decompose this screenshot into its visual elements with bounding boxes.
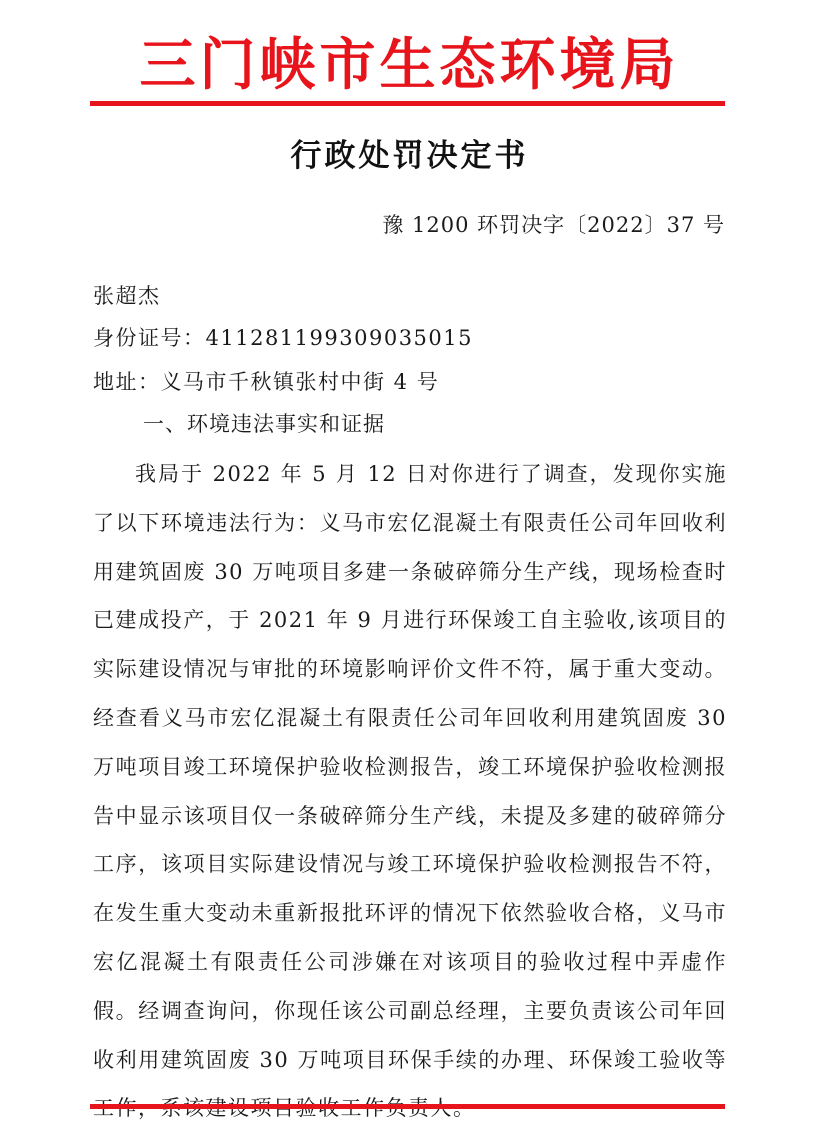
document-number: 豫 1200 环罚决字〔2022〕37 号 — [382, 213, 725, 237]
agency-header-title: 三门峡市生态环境局 — [139, 32, 680, 98]
party-id-number: 身份证号：411281199309035015 — [93, 326, 473, 350]
footer-red-rule — [90, 1104, 725, 1109]
party-name: 张超杰 — [93, 284, 161, 308]
header-red-rule — [90, 101, 725, 106]
section-heading-violation-facts: 一、环境违法事实和证据 — [143, 412, 385, 436]
document-title: 行政处罚决定书 — [290, 138, 529, 174]
violation-facts-paragraph: 我局于 2022 年 5 月 12 日对你进行了调查，发现你实施了以下环境违法行为：义马市宏亿混凝土有限责任公司年回收利用建筑固废 30 万吨项目多建一条破碎筛分生产线，现场检查时已建成投产，于 2021 年 9 月进行环保竣工自主验收,该项目的实际建设情况与审批的环境影响评价文件不符，属于重大变动。经查看义马市宏亿混凝土有限责任公司年回收利用建筑固废 30 万吨项目竣工环境保护验收检测报告，竣工环境保护验收检测报告中显示该项目仅一条破碎筛分生产线，未提及多建的破碎筛分工序，该项目实际建设情况与竣工环境保护验收检测报告不符，在发生重大变动未重新报批环评的情况下依然验收合格，义马市宏亿混凝土有限责任公司涉嫌在对该项目的验收过程中弄虚作假。经调查询问，你现任该公司副总经理，主要负责该公司年回收利用建筑固废 30 万吨项目环保手续的办理、环保竣工验收等 — [93, 462, 727, 1072]
party-address: 地址：义马市千秋镇张村中街 4 号 — [93, 370, 440, 394]
